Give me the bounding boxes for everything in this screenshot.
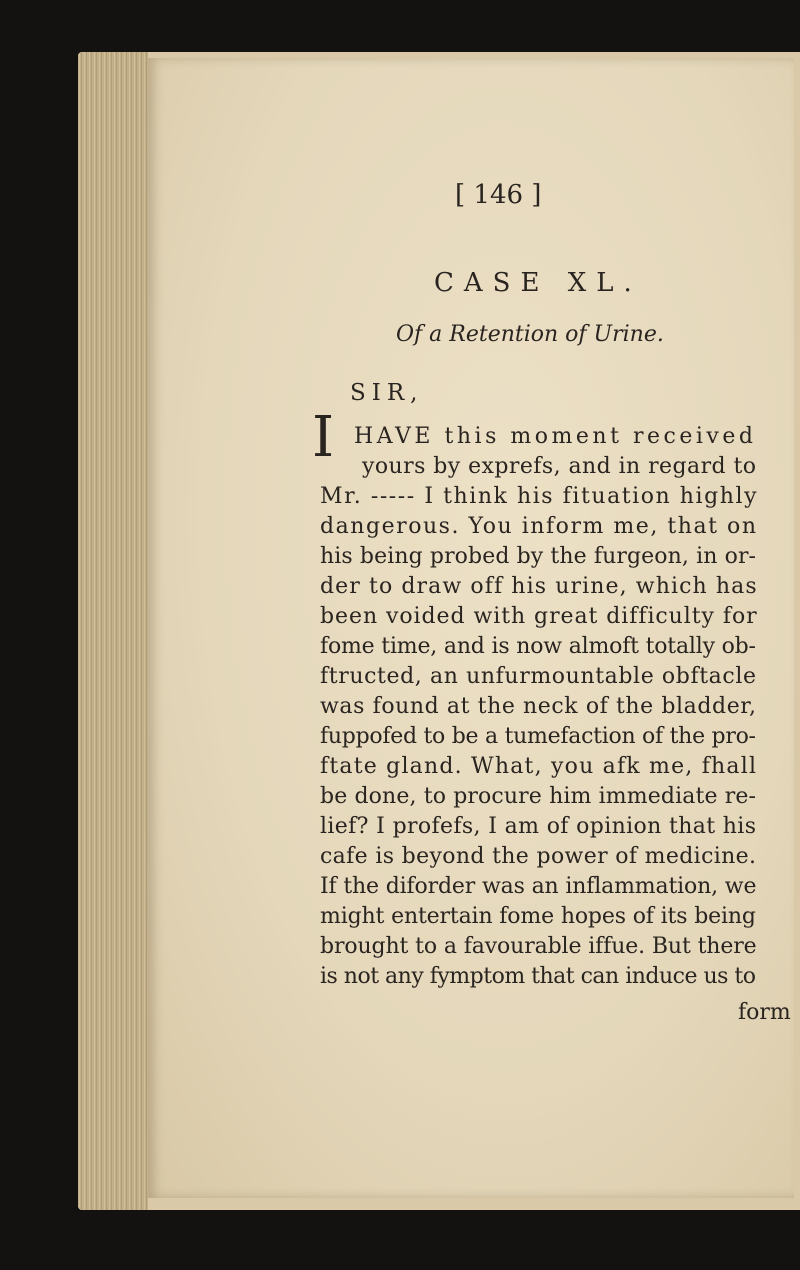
body-line: Mr. ----- I think his fituation highly [320,484,759,509]
body-line: be done, to procure him immediate re- [320,784,757,809]
page-edges [78,52,148,1210]
body-line: If the diforder was an inflammation, we [320,874,757,899]
drop-cap: I [312,405,335,470]
body-line: was found at the neck of the bladder, [320,694,757,719]
body-line: ftate gland. What, you afk me, fhall [320,754,758,779]
body-line: been voided with great difficulty for [320,604,758,629]
body-line: is not any fymptom that can induce us to [320,964,756,989]
body-line: yours by exprefs, and in regard to [362,454,757,479]
page-number: [ 146 ] [455,180,542,210]
body-line: fome time, and is now almoft totally ob- [320,634,756,659]
body-line: dangerous. You inform me, that on [320,514,758,539]
body-line: fuppofed to be a tumefaction of the pro- [320,724,756,749]
body-line: der to draw off his urine, which has [320,574,758,599]
body-line: ftructed, an unfurmountable obftacle [320,664,757,689]
salutation: SIR, [350,380,424,406]
body-line: might entertain fome hopes of its being [320,904,756,929]
body-line: his being probed by the furgeon, in or- [320,544,757,569]
catchword: form [738,1000,791,1025]
case-heading: CASE XL. [434,268,642,298]
body-line: HAVE this moment received [354,424,757,449]
case-subtitle: Of a Retention of Urine. [396,322,664,347]
body-line: lief? I profefs, I am of opinion that his [320,814,757,839]
body-line: brought to a favourable iffue. But there [320,934,757,959]
body-line: cafe is beyond the power of medicine. [320,844,757,869]
